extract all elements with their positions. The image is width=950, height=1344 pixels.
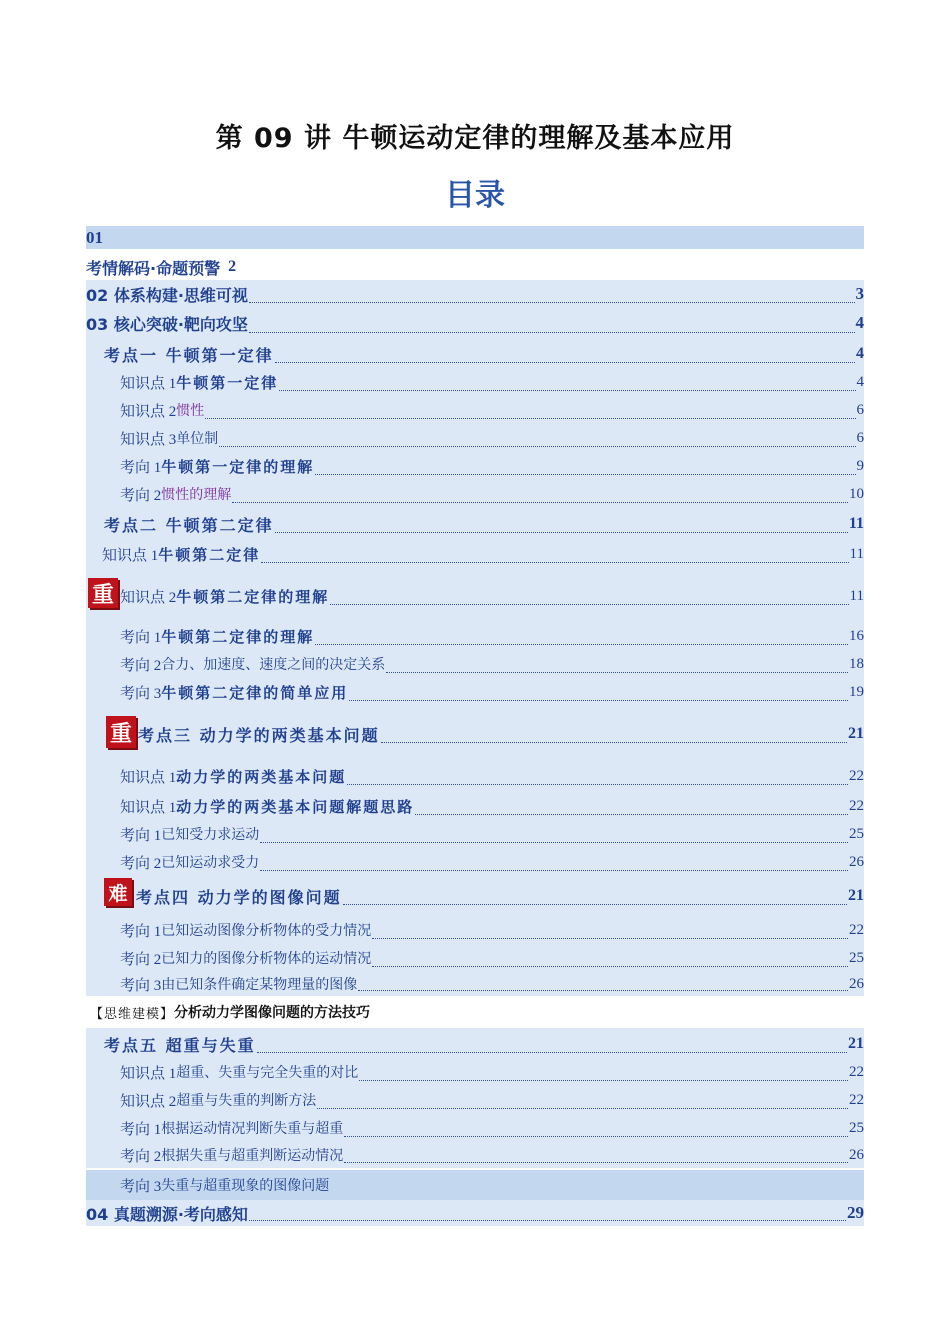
toc-entry-prefix: 知识点 1: [102, 547, 159, 564]
toc-entry-label: 02 体系构建·思维可视: [86, 285, 248, 305]
toc-kaodian-3[interactable]: [86, 720, 864, 748]
toc-k1-zhishi-1[interactable]: [86, 368, 864, 396]
toc-entry-page: 21: [848, 1035, 864, 1052]
dot-leader: [257, 1033, 847, 1053]
toc-entry-prefix: 考向 3: [120, 977, 162, 994]
toc-k1-kaoxiang-2[interactable]: [86, 480, 864, 508]
toc-k3-zhishi-2[interactable]: [86, 792, 864, 820]
toc-k2-kaoxiang-3[interactable]: [86, 678, 864, 706]
toc-entry-label: 考点二 牛顿第二定律: [104, 515, 274, 535]
document-title: 第 09 讲 牛顿运动定律的理解及基本应用: [215, 123, 735, 154]
toc-entry-label: 动力学的两类基本问题解题思路: [176, 797, 415, 816]
toc-k5-kaoxiang-1[interactable]: [86, 1114, 864, 1142]
dot-leader: [347, 766, 848, 785]
toc-k2-kaoxiang-1[interactable]: [86, 622, 864, 650]
toc-entry-prefix: 考向 2: [120, 657, 162, 674]
dot-leader: [219, 428, 855, 447]
toc-entry-label: 考点五 超重与失重: [104, 1035, 256, 1055]
toc-entry-prefix: 考向 3: [120, 685, 162, 702]
toc-k3-kaoxiang-2[interactable]: [86, 848, 864, 876]
toc-entry-page: 6: [856, 429, 864, 446]
dot-leader: [359, 1062, 848, 1081]
toc-entry-page: 22: [849, 1091, 864, 1108]
toc-entry-prefix: 知识点 2: [120, 589, 177, 606]
toc-entry-prefix: 知识点 2: [120, 403, 177, 420]
toc-entry-page: 16: [849, 627, 864, 644]
toc-entry-label: 牛顿第二定律的理解: [176, 587, 330, 606]
toc-kaodian-2[interactable]: [86, 510, 864, 538]
toc-entry-page: 19: [849, 683, 864, 700]
toc-entry-prefix: 考向 2: [120, 951, 162, 968]
toc-k5-zhishi-2[interactable]: [86, 1086, 864, 1114]
toc-entry-label: 牛顿第一定律: [176, 373, 279, 392]
toc-entry-label: 考点四 动力学的图像问题: [136, 887, 342, 907]
dot-leader: [343, 885, 847, 905]
toc-entry-label: 04 真题溯源·考向感知: [86, 1204, 248, 1224]
toc-entry-page: 11: [849, 587, 864, 604]
dot-leader: [344, 1144, 848, 1163]
toc-entry-label: 已知运动求受力: [161, 855, 260, 871]
dot-leader: [344, 1118, 848, 1137]
dot-leader: [205, 400, 855, 419]
toc-entry-label: 单位制: [176, 431, 219, 447]
toc-entry-prefix: 考向 2: [120, 855, 162, 872]
toc-entry-page: 21: [848, 887, 864, 904]
toc-entry-label: 失重与超重现象的图像问题: [161, 1178, 330, 1194]
toc-entry-label: 动力学的两类基本问题: [176, 767, 347, 786]
toc-entry-label: 由已知条件确定某物理量的图像: [161, 977, 358, 993]
toc-entry-label: 已知力的图像分析物体的运动情况: [161, 951, 372, 967]
toc-k5-kaoxiang-2[interactable]: [86, 1142, 864, 1168]
dot-leader: [349, 682, 848, 701]
dot-leader: [317, 1090, 848, 1109]
toc-k5-zhishi-1[interactable]: [86, 1058, 864, 1086]
toc-entry-page: 21: [848, 725, 864, 742]
dot-leader: [249, 282, 855, 303]
toc-entry-label: 牛顿第二定律的简单应用: [161, 683, 349, 702]
toc-entry-page: 6: [856, 401, 864, 418]
toc-k1-zhishi-2[interactable]: [86, 396, 864, 424]
toc-kaodian-4[interactable]: [86, 882, 864, 910]
dot-leader: [260, 852, 848, 871]
dot-leader: [315, 456, 855, 475]
toc-section-01[interactable]: [86, 254, 864, 280]
toc-k4-kaoxiang-2[interactable]: [86, 944, 864, 972]
dot-leader: [249, 1200, 846, 1221]
toc-section-02[interactable]: [86, 280, 864, 308]
toc-entry-page: 29: [847, 1203, 864, 1222]
dot-leader: [372, 948, 848, 967]
toc-entry-prefix: 知识点 1: [120, 769, 177, 786]
dot-leader: [381, 723, 847, 743]
zhong-badge: 重: [106, 716, 136, 748]
toc-entry-prefix: 考向 1: [120, 1121, 162, 1138]
nan-badge: 难: [104, 878, 132, 906]
toc-entry-prefix: 知识点 1: [120, 375, 177, 392]
toc-entry-page: 22: [849, 797, 864, 814]
dot-leader: [279, 372, 855, 391]
toc-entry-label: 考点三 动力学的两类基本问题: [138, 725, 380, 745]
toc-k1-kaoxiang-1[interactable]: [86, 452, 864, 480]
dot-leader: [315, 626, 848, 645]
toc-entry-label: 惯性的理解: [161, 487, 232, 503]
dot-leader: [275, 343, 855, 363]
toc-section-04[interactable]: [86, 1200, 864, 1226]
siwei-tag: 【思维建模】: [90, 1006, 175, 1022]
toc-entry-page: 26: [849, 1146, 864, 1163]
toc-entry-page: 22: [849, 921, 864, 938]
toc-entry-label: 已知运动图像分析物体的受力情况: [161, 923, 372, 939]
toc-k1-zhishi-3[interactable]: [86, 424, 864, 452]
toc-entry-label: 合力、加速度、速度之间的决定关系: [161, 657, 386, 673]
toc-entry-label: 超重与失重的判断方法: [176, 1093, 317, 1109]
toc-entry-label: 考情解码·命题预警: [86, 258, 221, 278]
toc-entry-page: 9: [856, 457, 864, 474]
toc-kaodian-1[interactable]: [86, 340, 864, 368]
toc-entry-page: 25: [849, 949, 864, 966]
toc-entry-label: 考点一 牛顿第一定律: [104, 345, 274, 365]
section-number: 01: [86, 227, 103, 247]
toc-k2-zhishi-2[interactable]: [86, 582, 864, 610]
dot-leader: [372, 920, 848, 939]
dot-leader: [260, 824, 848, 843]
toc-entry-prefix: 考向 1: [120, 459, 162, 476]
toc-entry-page: 26: [849, 975, 864, 992]
toc-entry-label: 根据失重与超重判断运动情况: [161, 1148, 344, 1164]
toc-entry-page: 3: [855, 284, 864, 303]
toc-entry-page: 25: [849, 1119, 864, 1136]
zhong-badge: 重: [88, 578, 118, 608]
dot-leader: [386, 654, 848, 673]
toc-kaodian-5[interactable]: [86, 1030, 864, 1058]
toc-k2-zhishi-1[interactable]: [86, 540, 864, 568]
toc-entry-page: 22: [849, 767, 864, 784]
toc-entry-page: 22: [849, 1063, 864, 1080]
toc-k3-zhishi-1[interactable]: [86, 762, 864, 790]
toc-k3-kaoxiang-1[interactable]: [86, 820, 864, 848]
dot-leader: [275, 513, 848, 533]
toc-heading: 目录: [445, 178, 505, 213]
dot-leader: [261, 544, 848, 563]
toc-k5-kaoxiang-3[interactable]: [86, 1170, 864, 1200]
toc-entry-label: 分析动力学图像问题的方法技巧: [174, 1005, 371, 1021]
toc-entry-page: 11: [849, 545, 864, 562]
toc-entry-label: 超重、失重与完全失重的对比: [176, 1065, 359, 1081]
toc-entry-label: 牛顿第一定律的理解: [161, 457, 315, 476]
toc-entry-page: 4: [855, 313, 864, 332]
toc-entry-prefix: 考向 2: [120, 487, 162, 504]
dot-leader: [232, 484, 848, 503]
toc-entry-prefix: 考向 1: [120, 629, 162, 646]
toc-k4-kaoxiang-1[interactable]: [86, 916, 864, 944]
toc-entry-page: 4: [856, 373, 864, 390]
toc-entry-page: 26: [849, 853, 864, 870]
toc-entry-prefix: 知识点 1: [120, 1065, 177, 1082]
dot-leader: [415, 796, 848, 815]
toc-entry-page: 11: [848, 515, 864, 532]
toc-entry-prefix: 考向 1: [120, 827, 162, 844]
toc-entry-page: 4: [856, 345, 864, 362]
toc-entry-page: 2: [228, 258, 237, 275]
toc-k4-kaoxiang-3[interactable]: [86, 972, 864, 996]
dot-leader: [249, 312, 855, 333]
toc-siwei-jianmo[interactable]: [86, 1000, 864, 1024]
toc-entry-prefix: 考向 3: [120, 1178, 162, 1195]
toc-k2-kaoxiang-2[interactable]: [86, 650, 864, 678]
toc-entry-label: 03 核心突破·靶向攻坚: [86, 314, 248, 334]
toc-entry-prefix: 知识点 3: [120, 431, 177, 448]
toc-entry-page: 18: [849, 655, 864, 672]
toc-entry-prefix: 考向 2: [120, 1148, 162, 1165]
toc-entry-label: 牛顿第二定律: [158, 545, 261, 564]
toc-entry-page: 25: [849, 825, 864, 842]
dot-leader: [358, 972, 848, 991]
toc-entry-prefix: 知识点 2: [120, 1093, 177, 1110]
toc-entry-page: 10: [849, 485, 864, 502]
toc-section-01-number-row[interactable]: [86, 226, 864, 249]
toc-entry-prefix: 知识点 1: [120, 799, 177, 816]
toc-entry-label: 已知受力求运动: [161, 827, 260, 843]
toc-entry-label: 惯性: [176, 403, 205, 419]
toc-entry-prefix: 考向 1: [120, 923, 162, 940]
dot-leader: [330, 586, 848, 605]
toc-section-03[interactable]: [86, 308, 864, 338]
toc-entry-label: 根据运动情况判断失重与超重: [161, 1121, 344, 1137]
toc-entry-label: 牛顿第二定律的理解: [161, 627, 315, 646]
